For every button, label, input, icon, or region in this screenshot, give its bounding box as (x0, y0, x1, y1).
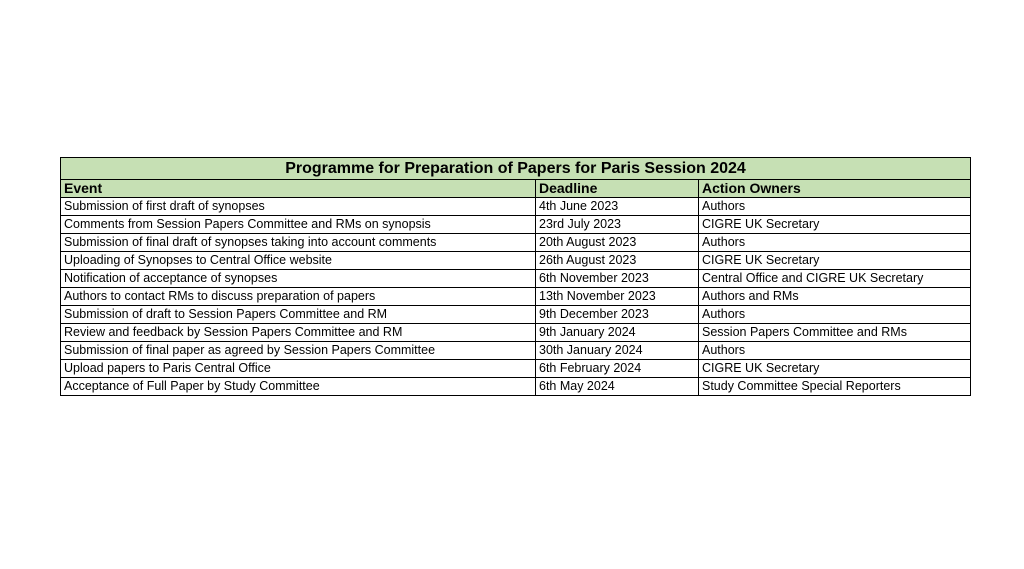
table-row (61, 252, 971, 270)
event-cell: Submission of final paper as agreed by Session Papers Committee (61, 342, 536, 360)
table-row (61, 270, 971, 288)
action-owners-cell: Central Office and CIGRE UK Secretary (699, 270, 971, 288)
table-row (61, 198, 971, 216)
event-cell: Comments from Session Papers Committee and RMs on synopsis (61, 216, 536, 234)
column-header-event: Event (61, 180, 536, 198)
deadline-cell: 23rd July 2023 (536, 216, 699, 234)
action-owners-cell: CIGRE UK Secretary (699, 216, 971, 234)
table-row (61, 342, 971, 360)
deadline-cell: 13th November 2023 (536, 288, 699, 306)
deadline-cell: 6th November 2023 (536, 270, 699, 288)
deadline-cell: 6th February 2024 (536, 360, 699, 378)
deadline-cell: 9th January 2024 (536, 324, 699, 342)
deadline-cell: 4th June 2023 (536, 198, 699, 216)
action-owners-cell: Authors (699, 198, 971, 216)
table-row (61, 288, 971, 306)
event-cell: Upload papers to Paris Central Office (61, 360, 536, 378)
table-row (61, 306, 971, 324)
programme-table (60, 157, 971, 396)
table-row (61, 234, 971, 252)
action-owners-cell: Authors (699, 306, 971, 324)
action-owners-cell: CIGRE UK Secretary (699, 252, 971, 270)
table-row (61, 216, 971, 234)
table-title: Programme for Preparation of Papers for Paris Session 2024 (61, 158, 971, 180)
event-cell: Submission of first draft of synopses (61, 198, 536, 216)
deadline-cell: 9th December 2023 (536, 306, 699, 324)
action-owners-cell: Study Committee Special Reporters (699, 378, 971, 396)
event-cell: Notification of acceptance of synopses (61, 270, 536, 288)
column-header-action-owners: Action Owners (699, 180, 971, 198)
deadline-cell: 6th May 2024 (536, 378, 699, 396)
column-header-deadline: Deadline (536, 180, 699, 198)
event-cell: Submission of final draft of synopses taking into account comments (61, 234, 536, 252)
event-cell: Uploading of Synopses to Central Office website (61, 252, 536, 270)
table-header-row (61, 180, 971, 198)
action-owners-cell: Authors (699, 342, 971, 360)
event-cell: Review and feedback by Session Papers Committee and RM (61, 324, 536, 342)
deadline-cell: 30th January 2024 (536, 342, 699, 360)
deadline-cell: 20th August 2023 (536, 234, 699, 252)
table-row (61, 360, 971, 378)
action-owners-cell: Authors (699, 234, 971, 252)
table-row (61, 324, 971, 342)
event-cell: Acceptance of Full Paper by Study Committee (61, 378, 536, 396)
action-owners-cell: Authors and RMs (699, 288, 971, 306)
event-cell: Authors to contact RMs to discuss preparation of papers (61, 288, 536, 306)
deadline-cell: 26th August 2023 (536, 252, 699, 270)
action-owners-cell: Session Papers Committee and RMs (699, 324, 971, 342)
action-owners-cell: CIGRE UK Secretary (699, 360, 971, 378)
table-row (61, 378, 971, 396)
event-cell: Submission of draft to Session Papers Committee and RM (61, 306, 536, 324)
table-title-row (61, 158, 971, 180)
